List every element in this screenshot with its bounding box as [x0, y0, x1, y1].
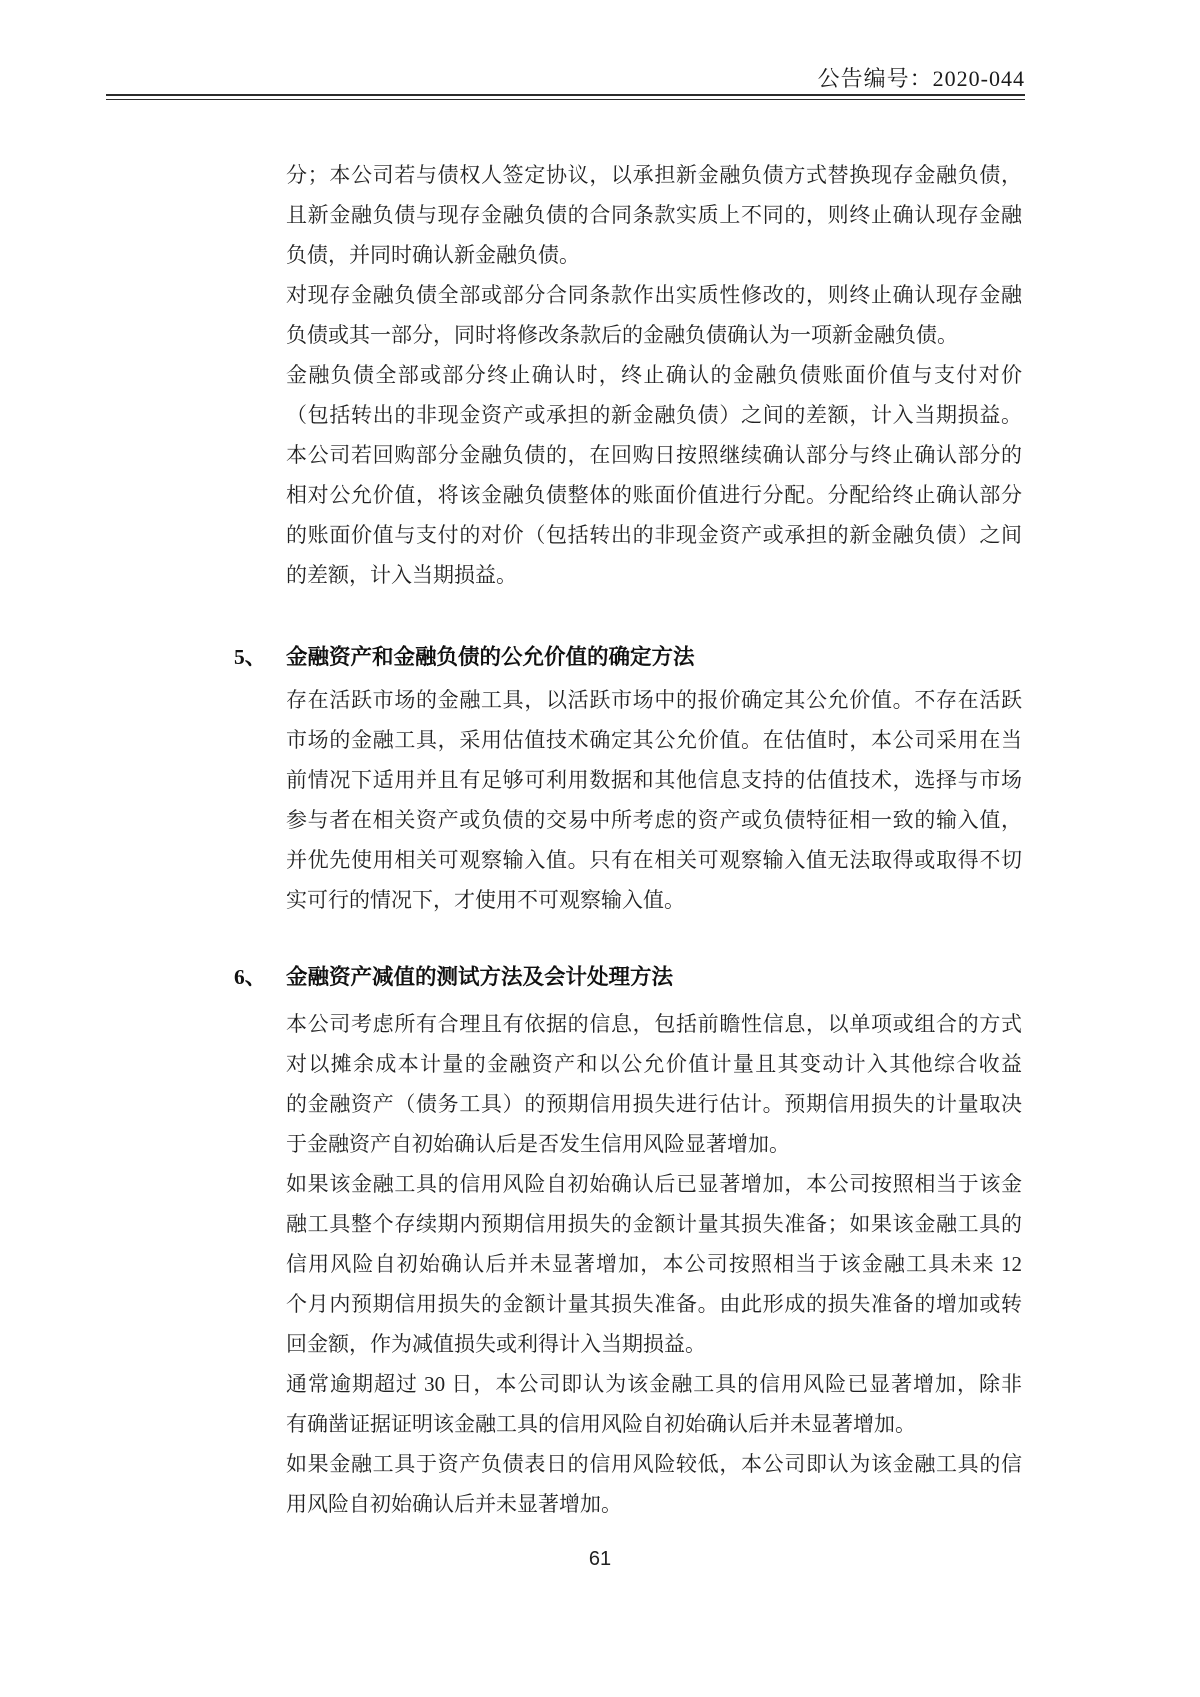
text-line: 存在活跃市场的金融工具，以活跃市场中的报价确定其公允价值。不存在活跃	[286, 688, 1022, 712]
page-number: 61	[588, 1548, 612, 1570]
section-6-title: 金融资产减值的测试方法及会计处理方法	[286, 965, 674, 989]
text-line: 负债，并同时确认新金融负债。	[286, 243, 580, 267]
text-line: 实可行的情况下，才使用不可观察输入值。	[286, 888, 685, 912]
text-line: 个月内预期信用损失的金额计量其损失准备。由此形成的损失准备的增加或转	[286, 1292, 1022, 1316]
text-line: 金融负债全部或部分终止确认时，终止确认的金融负债账面价值与支付对价	[286, 363, 1022, 387]
text-line: 的账面价值与支付的对价（包括转出的非现金资产或承担的新金融负债）之间	[286, 523, 1022, 547]
text-line: 如果金融工具于资产负债表日的信用风险较低，本公司即认为该金融工具的信	[286, 1452, 1022, 1476]
header-rule	[106, 94, 1025, 100]
text-line: 对现存金融负债全部或部分合同条款作出实质性修改的，则终止确认现存金融	[286, 283, 1022, 307]
text-line: 通常逾期超过 30 日，本公司即认为该金融工具的信用风险已显著增加，除非	[286, 1372, 1022, 1396]
section-5-title: 金融资产和金融负债的公允价值的确定方法	[286, 645, 695, 669]
text-line: （包括转出的非现金资产或承担的新金融负债）之间的差额，计入当期损益。	[286, 403, 1022, 427]
paragraph-block-impairment-method	[286, 1004, 1022, 1524]
text-line: 本公司若回购部分金融负债的，在回购日按照继续确认部分与终止确认部分的	[286, 443, 1022, 467]
text-line: 回金额，作为减值损失或利得计入当期损益。	[286, 1332, 706, 1356]
section-6-heading	[234, 957, 1022, 997]
text-line: 并优先使用相关可观察输入值。只有在相关可观察输入值无法取得或取得不切	[286, 848, 1022, 872]
text-line: 且新金融负债与现存金融负债的合同条款实质上不同的，则终止确认现存金融	[286, 203, 1022, 227]
section-6-number: 6、	[234, 965, 267, 989]
text-line: 本公司考虑所有合理且有依据的信息，包括前瞻性信息，以单项或组合的方式	[286, 1012, 1022, 1036]
paragraph-block-fair-value-method	[286, 680, 1022, 920]
announcement-number: 公告编号：2020-044	[817, 66, 1025, 91]
text-line: 于金融资产自初始确认后是否发生信用风险显著增加。	[286, 1132, 790, 1156]
text-line: 分；本公司若与债权人签定协议，以承担新金融负债方式替换现存金融负债，	[286, 163, 1022, 187]
text-line: 负债或其一部分，同时将修改条款后的金融负债确认为一项新金融负债。	[286, 323, 958, 347]
text-line: 用风险自初始确认后并未显著增加。	[286, 1492, 622, 1516]
text-line: 的差额，计入当期损益。	[286, 563, 517, 587]
section-5-number: 5、	[234, 645, 267, 669]
text-line: 信用风险自初始确认后并未显著增加，本公司按照相当于该金融工具未来 12	[286, 1252, 1022, 1276]
text-line: 有确凿证据证明该金融工具的信用风险自初始确认后并未显著增加。	[286, 1412, 916, 1436]
text-line: 前情况下适用并且有足够可利用数据和其他信息支持的估值技术，选择与市场	[286, 768, 1022, 792]
text-line: 如果该金融工具的信用风险自初始确认后已显著增加，本公司按照相当于该金	[286, 1172, 1022, 1196]
text-line: 融工具整个存续期内预期信用损失的金额计量其损失准备；如果该金融工具的	[286, 1212, 1022, 1236]
paragraph-block-financial-liability-derecognition	[286, 155, 1022, 595]
text-line: 市场的金融工具，采用估值技术确定其公允价值。在估值时，本公司采用在当	[286, 728, 1022, 752]
section-5-heading	[234, 637, 1022, 677]
text-line: 的金融资产（债务工具）的预期信用损失进行估计。预期信用损失的计量取决	[286, 1092, 1022, 1116]
text-line: 对以摊余成本计量的金融资产和以公允价值计量且其变动计入其他综合收益	[286, 1052, 1022, 1076]
page-footer	[0, 1548, 1200, 1571]
text-line: 参与者在相关资产或负债的交易中所考虑的资产或负债特征相一致的输入值，	[286, 808, 1022, 832]
text-line: 相对公允价值，将该金融负债整体的账面价值进行分配。分配给终止确认部分	[286, 483, 1022, 507]
